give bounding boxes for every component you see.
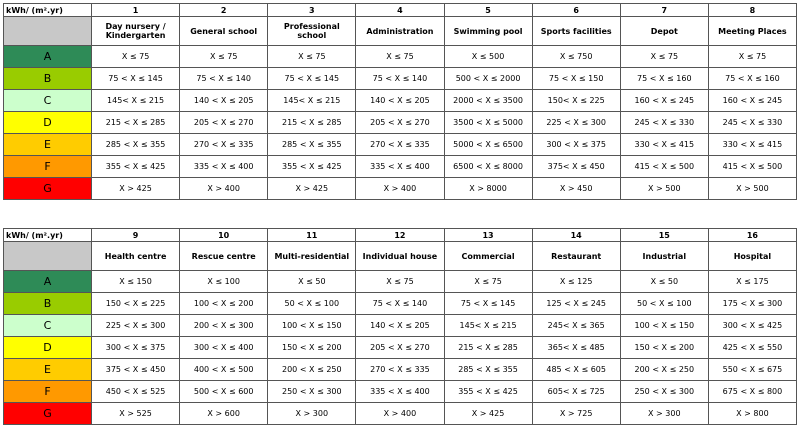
threshold-cell: 270 < X ≤ 335: [356, 134, 444, 156]
threshold-cell: 675 < X ≤ 800: [708, 381, 796, 403]
column-name: Health centre: [92, 242, 180, 271]
threshold-cell: 5000 < X ≤ 6500: [444, 134, 532, 156]
threshold-cell: 75 < X ≤ 160: [708, 68, 796, 90]
threshold-cell: 100 < X ≤ 150: [268, 315, 356, 337]
threshold-cell: 365< X ≤ 485: [532, 337, 620, 359]
threshold-cell: 225 < X ≤ 300: [92, 315, 180, 337]
threshold-cell: 200 < X ≤ 250: [620, 359, 708, 381]
column-name: Administration: [356, 17, 444, 46]
energy-class-label: B: [4, 68, 92, 90]
column-number: 10: [180, 229, 268, 242]
table-row: [4, 315, 797, 337]
threshold-cell: 75 < X ≤ 145: [444, 293, 532, 315]
threshold-cell: X > 300: [620, 403, 708, 425]
column-name: General school: [180, 17, 268, 46]
threshold-cell: X > 425: [268, 178, 356, 200]
energy-class-label: A: [4, 46, 92, 68]
threshold-cell: X > 800: [708, 403, 796, 425]
threshold-cell: X > 8000: [444, 178, 532, 200]
column-number: 14: [532, 229, 620, 242]
threshold-cell: 175 < X ≤ 300: [708, 293, 796, 315]
threshold-cell: X > 450: [532, 178, 620, 200]
threshold-cell: 245< X ≤ 365: [532, 315, 620, 337]
threshold-cell: 355 < X ≤ 425: [92, 156, 180, 178]
table-row: [4, 293, 797, 315]
column-name: Commercial: [444, 242, 532, 271]
energy-class-label: F: [4, 156, 92, 178]
column-name: Depot: [620, 17, 708, 46]
threshold-cell: 200 < X ≤ 300: [180, 315, 268, 337]
threshold-cell: 245 < X ≤ 330: [708, 112, 796, 134]
table-row: [4, 90, 797, 112]
threshold-cell: X ≤ 75: [180, 46, 268, 68]
threshold-cell: 75 < X ≤ 145: [268, 68, 356, 90]
column-number: 5: [444, 4, 532, 17]
threshold-cell: 335 < X ≤ 400: [356, 381, 444, 403]
threshold-cell: 100 < X ≤ 150: [620, 315, 708, 337]
energy-class-label: G: [4, 178, 92, 200]
threshold-cell: 75 < X ≤ 160: [620, 68, 708, 90]
threshold-cell: 160 < X ≤ 245: [620, 90, 708, 112]
threshold-cell: X > 400: [180, 178, 268, 200]
threshold-cell: X > 525: [92, 403, 180, 425]
table-row: [4, 134, 797, 156]
energy-class-label: D: [4, 337, 92, 359]
threshold-cell: 150 < X ≤ 200: [620, 337, 708, 359]
energy-class-label: D: [4, 112, 92, 134]
table-row: [4, 337, 797, 359]
threshold-cell: 215 < X ≤ 285: [92, 112, 180, 134]
threshold-cell: 225 < X ≤ 300: [532, 112, 620, 134]
column-number: 13: [444, 229, 532, 242]
threshold-cell: 215 < X ≤ 285: [444, 337, 532, 359]
column-number: 15: [620, 229, 708, 242]
column-number: 9: [92, 229, 180, 242]
threshold-cell: 50 < X ≤ 100: [268, 293, 356, 315]
threshold-cell: X > 600: [180, 403, 268, 425]
table-row: [4, 68, 797, 90]
table-row: [4, 112, 797, 134]
energy-class-table-1: [3, 3, 797, 200]
table-row: [4, 271, 797, 293]
column-name: Swimming pool: [444, 17, 532, 46]
threshold-cell: X ≤ 100: [180, 271, 268, 293]
table-row: [4, 403, 797, 425]
threshold-cell: X > 500: [708, 178, 796, 200]
threshold-cell: 2000 < X ≤ 3500: [444, 90, 532, 112]
threshold-cell: 400 < X ≤ 500: [180, 359, 268, 381]
threshold-cell: 205 < X ≤ 270: [180, 112, 268, 134]
energy-class-label: C: [4, 90, 92, 112]
threshold-cell: 330 < X ≤ 415: [708, 134, 796, 156]
threshold-cell: 140 < X ≤ 205: [356, 315, 444, 337]
energy-class-label: E: [4, 359, 92, 381]
threshold-cell: X ≤ 50: [620, 271, 708, 293]
threshold-cell: 50 < X ≤ 100: [620, 293, 708, 315]
threshold-cell: 550 < X ≤ 675: [708, 359, 796, 381]
threshold-cell: X > 425: [444, 403, 532, 425]
threshold-cell: 6500 < X ≤ 8000: [444, 156, 532, 178]
threshold-cell: 330 < X ≤ 415: [620, 134, 708, 156]
table-body: [4, 46, 797, 200]
column-number: 1: [92, 4, 180, 17]
table-row: [4, 381, 797, 403]
column-name: Day nursery / Kindergarten: [92, 17, 180, 46]
threshold-cell: 375 < X ≤ 450: [92, 359, 180, 381]
energy-class-table-2: [3, 228, 797, 425]
energy-class-label: E: [4, 134, 92, 156]
threshold-cell: 3500 < X ≤ 5000: [444, 112, 532, 134]
column-number: 3: [268, 4, 356, 17]
column-name-row: [4, 242, 797, 271]
header-blank-cell: [4, 242, 92, 271]
threshold-cell: X ≤ 75: [356, 271, 444, 293]
threshold-cell: 270 < X ≤ 335: [356, 359, 444, 381]
threshold-cell: 355 < X ≤ 425: [268, 156, 356, 178]
column-number-row: [4, 229, 797, 242]
threshold-cell: X ≤ 75: [620, 46, 708, 68]
threshold-cell: X ≤ 75: [708, 46, 796, 68]
threshold-cell: 415 < X ≤ 500: [708, 156, 796, 178]
threshold-cell: 375< X ≤ 450: [532, 156, 620, 178]
table-body: [4, 271, 797, 425]
threshold-cell: X ≤ 175: [708, 271, 796, 293]
column-name-row: [4, 17, 797, 46]
threshold-cell: 215 < X ≤ 285: [268, 112, 356, 134]
table-row: [4, 359, 797, 381]
threshold-cell: X ≤ 150: [92, 271, 180, 293]
threshold-cell: X > 425: [92, 178, 180, 200]
threshold-cell: 140 < X ≤ 205: [356, 90, 444, 112]
column-number: 11: [268, 229, 356, 242]
column-number: 2: [180, 4, 268, 17]
unit-label: kWh/ (m².yr): [4, 4, 92, 17]
threshold-cell: 270 < X ≤ 335: [180, 134, 268, 156]
threshold-cell: 285 < X ≤ 355: [92, 134, 180, 156]
header-blank-cell: [4, 17, 92, 46]
energy-class-label: B: [4, 293, 92, 315]
table-row: [4, 156, 797, 178]
threshold-cell: X > 500: [620, 178, 708, 200]
threshold-cell: 75 < X ≤ 140: [180, 68, 268, 90]
threshold-cell: 100 < X ≤ 200: [180, 293, 268, 315]
threshold-cell: 485 < X ≤ 605: [532, 359, 620, 381]
energy-class-label: A: [4, 271, 92, 293]
threshold-cell: 285 < X ≤ 355: [444, 359, 532, 381]
threshold-cell: 245 < X ≤ 330: [620, 112, 708, 134]
column-number: 16: [708, 229, 796, 242]
threshold-cell: X ≤ 750: [532, 46, 620, 68]
threshold-cell: 415 < X ≤ 500: [620, 156, 708, 178]
threshold-cell: 75 < X ≤ 150: [532, 68, 620, 90]
energy-class-label: F: [4, 381, 92, 403]
threshold-cell: 145< X ≤ 215: [92, 90, 180, 112]
threshold-cell: X > 400: [356, 403, 444, 425]
threshold-cell: 450 < X ≤ 525: [92, 381, 180, 403]
table-row: [4, 178, 797, 200]
threshold-cell: 75 < X ≤ 140: [356, 293, 444, 315]
threshold-cell: 300 < X ≤ 400: [180, 337, 268, 359]
threshold-cell: X ≤ 50: [268, 271, 356, 293]
column-name: Restaurant: [532, 242, 620, 271]
threshold-cell: 250 < X ≤ 300: [268, 381, 356, 403]
threshold-cell: 140 < X ≤ 205: [180, 90, 268, 112]
column-number: 8: [708, 4, 796, 17]
threshold-cell: 200 < X ≤ 250: [268, 359, 356, 381]
table-row: [4, 46, 797, 68]
threshold-cell: X ≤ 75: [268, 46, 356, 68]
threshold-cell: 145< X ≤ 215: [444, 315, 532, 337]
column-name: Individual house: [356, 242, 444, 271]
threshold-cell: 150 < X ≤ 200: [268, 337, 356, 359]
column-number-row: [4, 4, 797, 17]
column-name: Professional school: [268, 17, 356, 46]
threshold-cell: 500 < X ≤ 600: [180, 381, 268, 403]
column-name: Sports facilities: [532, 17, 620, 46]
energy-class-label: G: [4, 403, 92, 425]
threshold-cell: 285 < X ≤ 355: [268, 134, 356, 156]
column-number: 12: [356, 229, 444, 242]
threshold-cell: 355 < X ≤ 425: [444, 381, 532, 403]
column-name: Hospital: [708, 242, 796, 271]
threshold-cell: 125 < X ≤ 245: [532, 293, 620, 315]
threshold-cell: 300 < X ≤ 375: [92, 337, 180, 359]
threshold-cell: 145< X ≤ 215: [268, 90, 356, 112]
threshold-cell: 300 < X ≤ 425: [708, 315, 796, 337]
threshold-cell: 75 < X ≤ 145: [92, 68, 180, 90]
threshold-cell: 250 < X ≤ 300: [620, 381, 708, 403]
threshold-cell: X > 300: [268, 403, 356, 425]
threshold-cell: 160 < X ≤ 245: [708, 90, 796, 112]
threshold-cell: 500 < X ≤ 2000: [444, 68, 532, 90]
threshold-cell: 205 < X ≤ 270: [356, 112, 444, 134]
column-number: 6: [532, 4, 620, 17]
threshold-cell: 75 < X ≤ 140: [356, 68, 444, 90]
unit-label: kWh/ (m².yr): [4, 229, 92, 242]
threshold-cell: X ≤ 75: [356, 46, 444, 68]
column-name: Industrial: [620, 242, 708, 271]
threshold-cell: 605< X ≤ 725: [532, 381, 620, 403]
threshold-cell: 205 < X ≤ 270: [356, 337, 444, 359]
column-name: Meeting Places: [708, 17, 796, 46]
threshold-cell: X ≤ 75: [444, 271, 532, 293]
threshold-cell: X > 400: [356, 178, 444, 200]
threshold-cell: 300 < X ≤ 375: [532, 134, 620, 156]
column-number: 4: [356, 4, 444, 17]
threshold-cell: 335 < X ≤ 400: [180, 156, 268, 178]
threshold-cell: 150< X ≤ 225: [532, 90, 620, 112]
threshold-cell: 335 < X ≤ 400: [356, 156, 444, 178]
column-name: Rescue centre: [180, 242, 268, 271]
threshold-cell: X ≤ 500: [444, 46, 532, 68]
column-name: Multi-residential: [268, 242, 356, 271]
threshold-cell: X > 725: [532, 403, 620, 425]
threshold-cell: 150 < X ≤ 225: [92, 293, 180, 315]
threshold-cell: 425 < X ≤ 550: [708, 337, 796, 359]
threshold-cell: X ≤ 125: [532, 271, 620, 293]
energy-class-label: C: [4, 315, 92, 337]
column-number: 7: [620, 4, 708, 17]
threshold-cell: X ≤ 75: [92, 46, 180, 68]
